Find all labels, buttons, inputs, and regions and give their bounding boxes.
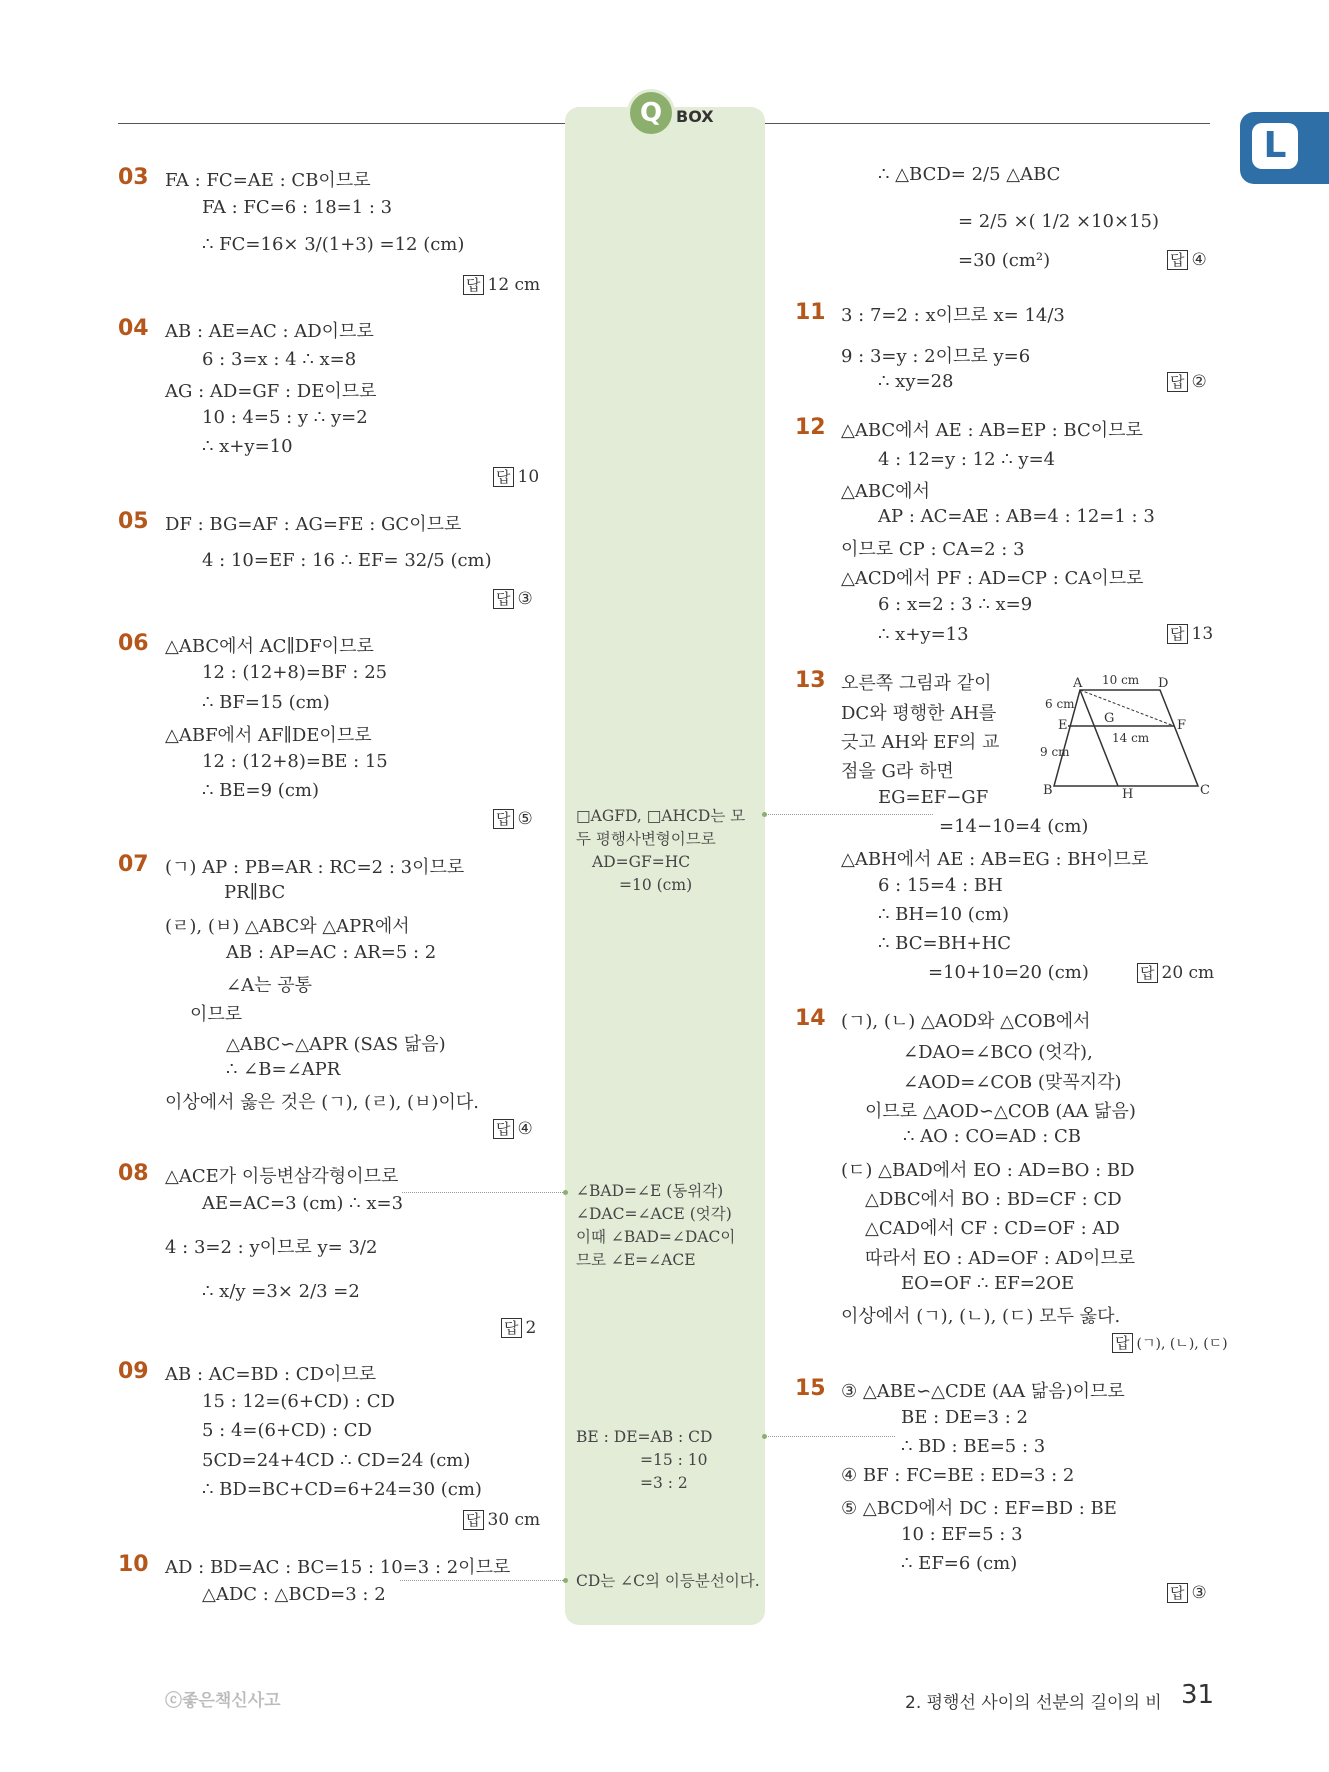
- answer-icon: 답: [1167, 1583, 1188, 1603]
- answer-value: 30 cm: [487, 1510, 541, 1530]
- solution-line: 12 : (12+8)=BF : 25: [202, 662, 388, 683]
- label-f: F: [1177, 718, 1187, 733]
- problem-number: 08: [118, 1161, 149, 1186]
- leader-point: [762, 1434, 767, 1439]
- answer-value: ③: [517, 589, 533, 609]
- solution-line: (ㄹ), (ㅂ) △ABC와 △APR에서: [165, 916, 410, 937]
- solution-line: 이므로 CP : CA=2 : 3: [841, 539, 1025, 560]
- answer-value: ③: [1191, 1583, 1207, 1603]
- answer-icon: 답: [1167, 250, 1188, 270]
- solution-line: 오른쪽 그림과 같이: [841, 673, 992, 694]
- solution-line: ∴ EF=6 (cm): [901, 1553, 1018, 1574]
- solution-line: ∴ BE=9 (cm): [202, 780, 319, 801]
- solution-line: AB : AC=BD : CD이므로: [165, 1364, 377, 1385]
- leader-point: [563, 1578, 568, 1583]
- solution-line: △DBC에서 BO : BD=CF : CD: [865, 1189, 1122, 1210]
- solution-line: △ABC에서 AC∥DF이므로: [165, 636, 374, 657]
- answer-box: [463, 274, 540, 295]
- solution-line: ④ BF : FC=BE : ED=3 : 2: [841, 1465, 1075, 1486]
- answer-icon: 답: [463, 275, 484, 295]
- note-line: ∠BAD=∠E (동위각): [576, 1182, 724, 1200]
- problem-number: 04: [118, 316, 149, 341]
- qbox-note: [576, 1426, 761, 1495]
- solution-line: ∴ BC=BH+HC: [878, 933, 1012, 954]
- solution-line: △ADC : △BCD=3 : 2: [202, 1584, 386, 1605]
- solution-line: △ABC∽△APR (SAS 닮음): [226, 1034, 446, 1055]
- solution-line: 10 : 4=5 : y ∴ y=2: [202, 407, 368, 428]
- answer-box: [493, 1118, 533, 1139]
- leader-line: [765, 1436, 895, 1437]
- answer-box: [1167, 623, 1213, 644]
- answer-icon: 답: [463, 1510, 484, 1530]
- solution-line: ③ △ABE∽△CDE (AA 닮음)이므로: [841, 1381, 1125, 1402]
- problem-number: 13: [795, 668, 826, 693]
- label-d: D: [1158, 676, 1169, 691]
- solution-line: =10+10=20 (cm): [928, 962, 1089, 983]
- note-line: =15 : 10: [640, 1451, 708, 1469]
- solution-line: 이상에서 (ㄱ), (ㄴ), (ㄷ) 모두 옳다.: [841, 1306, 1121, 1327]
- note-line: BE : DE=AB : CD: [576, 1428, 713, 1446]
- note-line: 이때 ∠BAD=∠DAC이: [576, 1228, 736, 1246]
- problem-number: 10: [118, 1552, 149, 1577]
- leader-line: [765, 814, 933, 815]
- solution-line: =30 (cm²): [958, 250, 1051, 271]
- solution-line: 15 : 12=(6+CD) : CD: [202, 1391, 395, 1412]
- problem-number: 03: [118, 165, 149, 190]
- solution-line: ∴ BH=10 (cm): [878, 904, 1010, 925]
- label-g: G: [1104, 711, 1115, 726]
- label-h: H: [1122, 787, 1134, 800]
- solution-line: (ㄷ) △BAD에서 EO : AD=BO : BD: [841, 1160, 1135, 1181]
- qbox-note: [576, 1570, 761, 1593]
- solution-line: DC와 평행한 AH를: [841, 703, 997, 724]
- solution-line: ∠AOD=∠COB (맞꼭지각): [903, 1072, 1122, 1093]
- solution-line: 3 : 7=2 : x이므로 x= 14/3: [841, 305, 1065, 326]
- label-left1-length: 6 cm: [1045, 697, 1075, 711]
- note-line: CD는 ∠C의 이등분선이다.: [576, 1572, 760, 1590]
- qbox-note: [576, 805, 761, 897]
- problem-number: 12: [795, 415, 826, 440]
- solution-line: 따라서 EO : AD=OF : AD이므로: [865, 1248, 1136, 1269]
- answer-box: [1167, 249, 1207, 270]
- section-tab-letter: L: [1252, 123, 1298, 169]
- note-line: 두 평행사변형이므로: [576, 830, 716, 848]
- leader-point: [563, 1190, 568, 1195]
- answer-value: ④: [517, 1119, 533, 1139]
- solution-line: △ACE가 이등변삼각형이므로: [165, 1166, 399, 1187]
- label-e: E: [1058, 718, 1068, 733]
- solution-line: (ㄱ), (ㄴ) △AOD와 △COB에서: [841, 1011, 1091, 1032]
- solution-line: △ABC에서: [841, 481, 930, 502]
- problem-number: 07: [118, 852, 149, 877]
- qbox-note: [576, 1180, 761, 1272]
- problem-number: 05: [118, 509, 149, 534]
- solution-line: 점을 G라 하면: [841, 761, 954, 782]
- solution-line: = 2/5 ×( 1/2 ×10×15): [958, 211, 1160, 232]
- answer-box: [493, 466, 539, 487]
- page-number: 31: [1181, 1680, 1215, 1710]
- solution-line: =14−10=4 (cm): [939, 816, 1089, 837]
- solution-line: (ㄱ) AP : PB=AR : RC=2 : 3이므로: [165, 857, 465, 878]
- answer-box: [463, 1509, 540, 1530]
- answer-icon: 답: [493, 809, 514, 829]
- solution-line: ∴ AO : CO=AD : CB: [903, 1126, 1081, 1147]
- answer-box: [493, 588, 533, 609]
- answer-icon: 답: [1167, 372, 1188, 392]
- solution-line: ∴ BF=15 (cm): [202, 692, 330, 713]
- solution-line: 6 : 3=x : 4 ∴ x=8: [202, 349, 357, 370]
- solution-line: ∴ x+y=13: [878, 624, 969, 645]
- problem-number: 06: [118, 631, 149, 656]
- answer-box: [1137, 962, 1214, 983]
- answer-value: ④: [1191, 250, 1207, 270]
- solution-line: 5CD=24+4CD ∴ CD=24 (cm): [202, 1450, 471, 1471]
- solution-line: FA : FC=6 : 18=1 : 3: [202, 197, 393, 218]
- solution-line: AG : AD=GF : DE이므로: [165, 381, 377, 402]
- answer-icon: 답: [1112, 1333, 1133, 1353]
- solution-line: ∴ x+y=10: [202, 436, 293, 457]
- solution-line: 9 : 3=y : 2이므로 y=6: [841, 346, 1031, 367]
- answer-icon: 답: [1137, 963, 1158, 983]
- note-line: =10 (cm): [619, 876, 693, 894]
- solution-line: AB : AP=AC : AR=5 : 2: [226, 942, 437, 963]
- solution-line: ∴ ∠B=∠APR: [226, 1059, 341, 1080]
- solution-line: ∴ △BCD= 2/5 △ABC: [878, 164, 1061, 185]
- solution-line: 4 : 10=EF : 16 ∴ EF= 32/5 (cm): [202, 550, 492, 571]
- solution-line: EO=OF ∴ EF=2OE: [901, 1273, 1075, 1294]
- trapezoid-figure: [1040, 670, 1215, 800]
- solution-line: ∴ FC=16× 3/(1+3) =12 (cm): [202, 234, 465, 255]
- section-title: 2. 평행선 사이의 선분의 길이의 비: [905, 1693, 1162, 1713]
- answer-value: 2: [525, 1318, 537, 1338]
- label-b: B: [1043, 783, 1053, 798]
- label-mid-length: 14 cm: [1112, 731, 1150, 745]
- solution-line: ⑤ △BCD에서 DC : EF=BD : BE: [841, 1498, 1117, 1519]
- solution-line: ∴ BD=BC+CD=6+24=30 (cm): [202, 1479, 482, 1500]
- solution-line: 5 : 4=(6+CD) : CD: [202, 1420, 372, 1441]
- solution-line: △ABC에서 AE : AB=EP : BC이므로: [841, 420, 1143, 441]
- label-top-length: 10 cm: [1102, 673, 1140, 687]
- note-line: AD=GF=HC: [592, 853, 691, 871]
- label-left2-length: 9 cm: [1040, 745, 1070, 759]
- solution-line: 6 : 15=4 : BH: [878, 875, 1003, 896]
- answer-box: [1112, 1332, 1228, 1353]
- note-line: □AGFD, □AHCD는 모: [576, 807, 746, 825]
- answer-value: 12 cm: [487, 275, 541, 295]
- solution-line: 6 : x=2 : 3 ∴ x=9: [878, 594, 1033, 615]
- problem-number: 15: [795, 1376, 826, 1401]
- solution-line: 긋고 AH와 EF의 교: [841, 732, 1000, 753]
- problem-number: 11: [795, 300, 826, 325]
- answer-box: [1167, 1582, 1207, 1603]
- leader-line: [400, 1580, 565, 1581]
- label-a: A: [1073, 676, 1083, 691]
- solution-line: AD : BD=AC : BC=15 : 10=3 : 2이므로: [165, 1557, 511, 1578]
- solution-line: AP : AC=AE : AB=4 : 12=1 : 3: [878, 506, 1155, 527]
- solution-line: △ABH에서 AE : AB=EG : BH이므로: [841, 849, 1149, 870]
- solution-line: △CAD에서 CF : CD=OF : AD: [865, 1218, 1120, 1239]
- solution-line: ∴ xy=28: [878, 371, 954, 392]
- solution-line: 4 : 12=y : 12 ∴ y=4: [878, 449, 1056, 470]
- solution-line: BE : DE=3 : 2: [901, 1407, 1028, 1428]
- solution-line: 이상에서 옳은 것은 (ㄱ), (ㄹ), (ㅂ)이다.: [165, 1092, 479, 1113]
- publisher-mark: ⓒ좋은책신사고: [165, 1691, 281, 1711]
- solution-line: △ACD에서 PF : AD=CP : CA이므로: [841, 568, 1144, 589]
- leader-point: [762, 812, 767, 817]
- dashed-af: [1080, 690, 1174, 726]
- answer-icon: 답: [501, 1318, 522, 1338]
- answer-icon: 답: [493, 1119, 514, 1139]
- label-c: C: [1200, 783, 1210, 798]
- note-line: ∠DAC=∠ACE (엇각): [576, 1205, 732, 1223]
- note-line: 므로 ∠E=∠ACE: [576, 1251, 696, 1269]
- leader-line: [402, 1192, 565, 1193]
- solution-line: EG=EF−GF: [878, 787, 989, 808]
- solution-line: FA : FC=AE : CB이므로: [165, 170, 371, 191]
- answer-value: 20 cm: [1161, 963, 1215, 983]
- answer-value: 13: [1191, 624, 1214, 644]
- answer-box: [493, 808, 533, 829]
- solution-line: ∴ BD : BE=5 : 3: [901, 1436, 1046, 1457]
- solution-line: PR∥BC: [224, 882, 286, 903]
- answer-box: [1167, 371, 1207, 392]
- problem-number: 09: [118, 1359, 149, 1384]
- answer-value: (ㄱ), (ㄴ), (ㄷ): [1136, 1336, 1228, 1352]
- solution-line: ∠DAO=∠BCO (엇각),: [903, 1042, 1093, 1063]
- header-rule-left: [118, 123, 565, 124]
- solution-line: 12 : (12+8)=BE : 15: [202, 751, 388, 772]
- solution-line: ∴ x/y =3× 2/3 =2: [202, 1281, 360, 1302]
- q-badge: Q: [627, 89, 675, 137]
- answer-box: [501, 1317, 536, 1338]
- answer-icon: 답: [493, 467, 514, 487]
- answer-icon: 답: [493, 589, 514, 609]
- solution-line: 이므로 △AOD∽△COB (AA 닮음): [865, 1101, 1136, 1122]
- header-rule-right: [765, 123, 1210, 124]
- answer-value: ⑤: [517, 809, 533, 829]
- answer-value: ②: [1191, 372, 1207, 392]
- solution-line: 이므로: [190, 1004, 243, 1025]
- solution-line: AE=AC=3 (cm) ∴ x=3: [202, 1193, 404, 1214]
- solution-line: 10 : EF=5 : 3: [901, 1524, 1023, 1545]
- answer-value: 10: [517, 467, 540, 487]
- solution-line: DF : BG=AF : AG=FE : GC이므로: [165, 514, 462, 535]
- problem-number: 14: [795, 1006, 826, 1031]
- q-box-label: BOX: [676, 107, 714, 126]
- solution-line: ∠A는 공통: [226, 975, 312, 996]
- solution-line: AB : AE=AC : AD이므로: [165, 321, 374, 342]
- note-line: =3 : 2: [640, 1474, 688, 1492]
- answer-icon: 답: [1167, 624, 1188, 644]
- solution-line: △ABF에서 AF∥DE이므로: [165, 725, 372, 746]
- solution-line: 4 : 3=2 : y이므로 y= 3/2: [165, 1237, 378, 1258]
